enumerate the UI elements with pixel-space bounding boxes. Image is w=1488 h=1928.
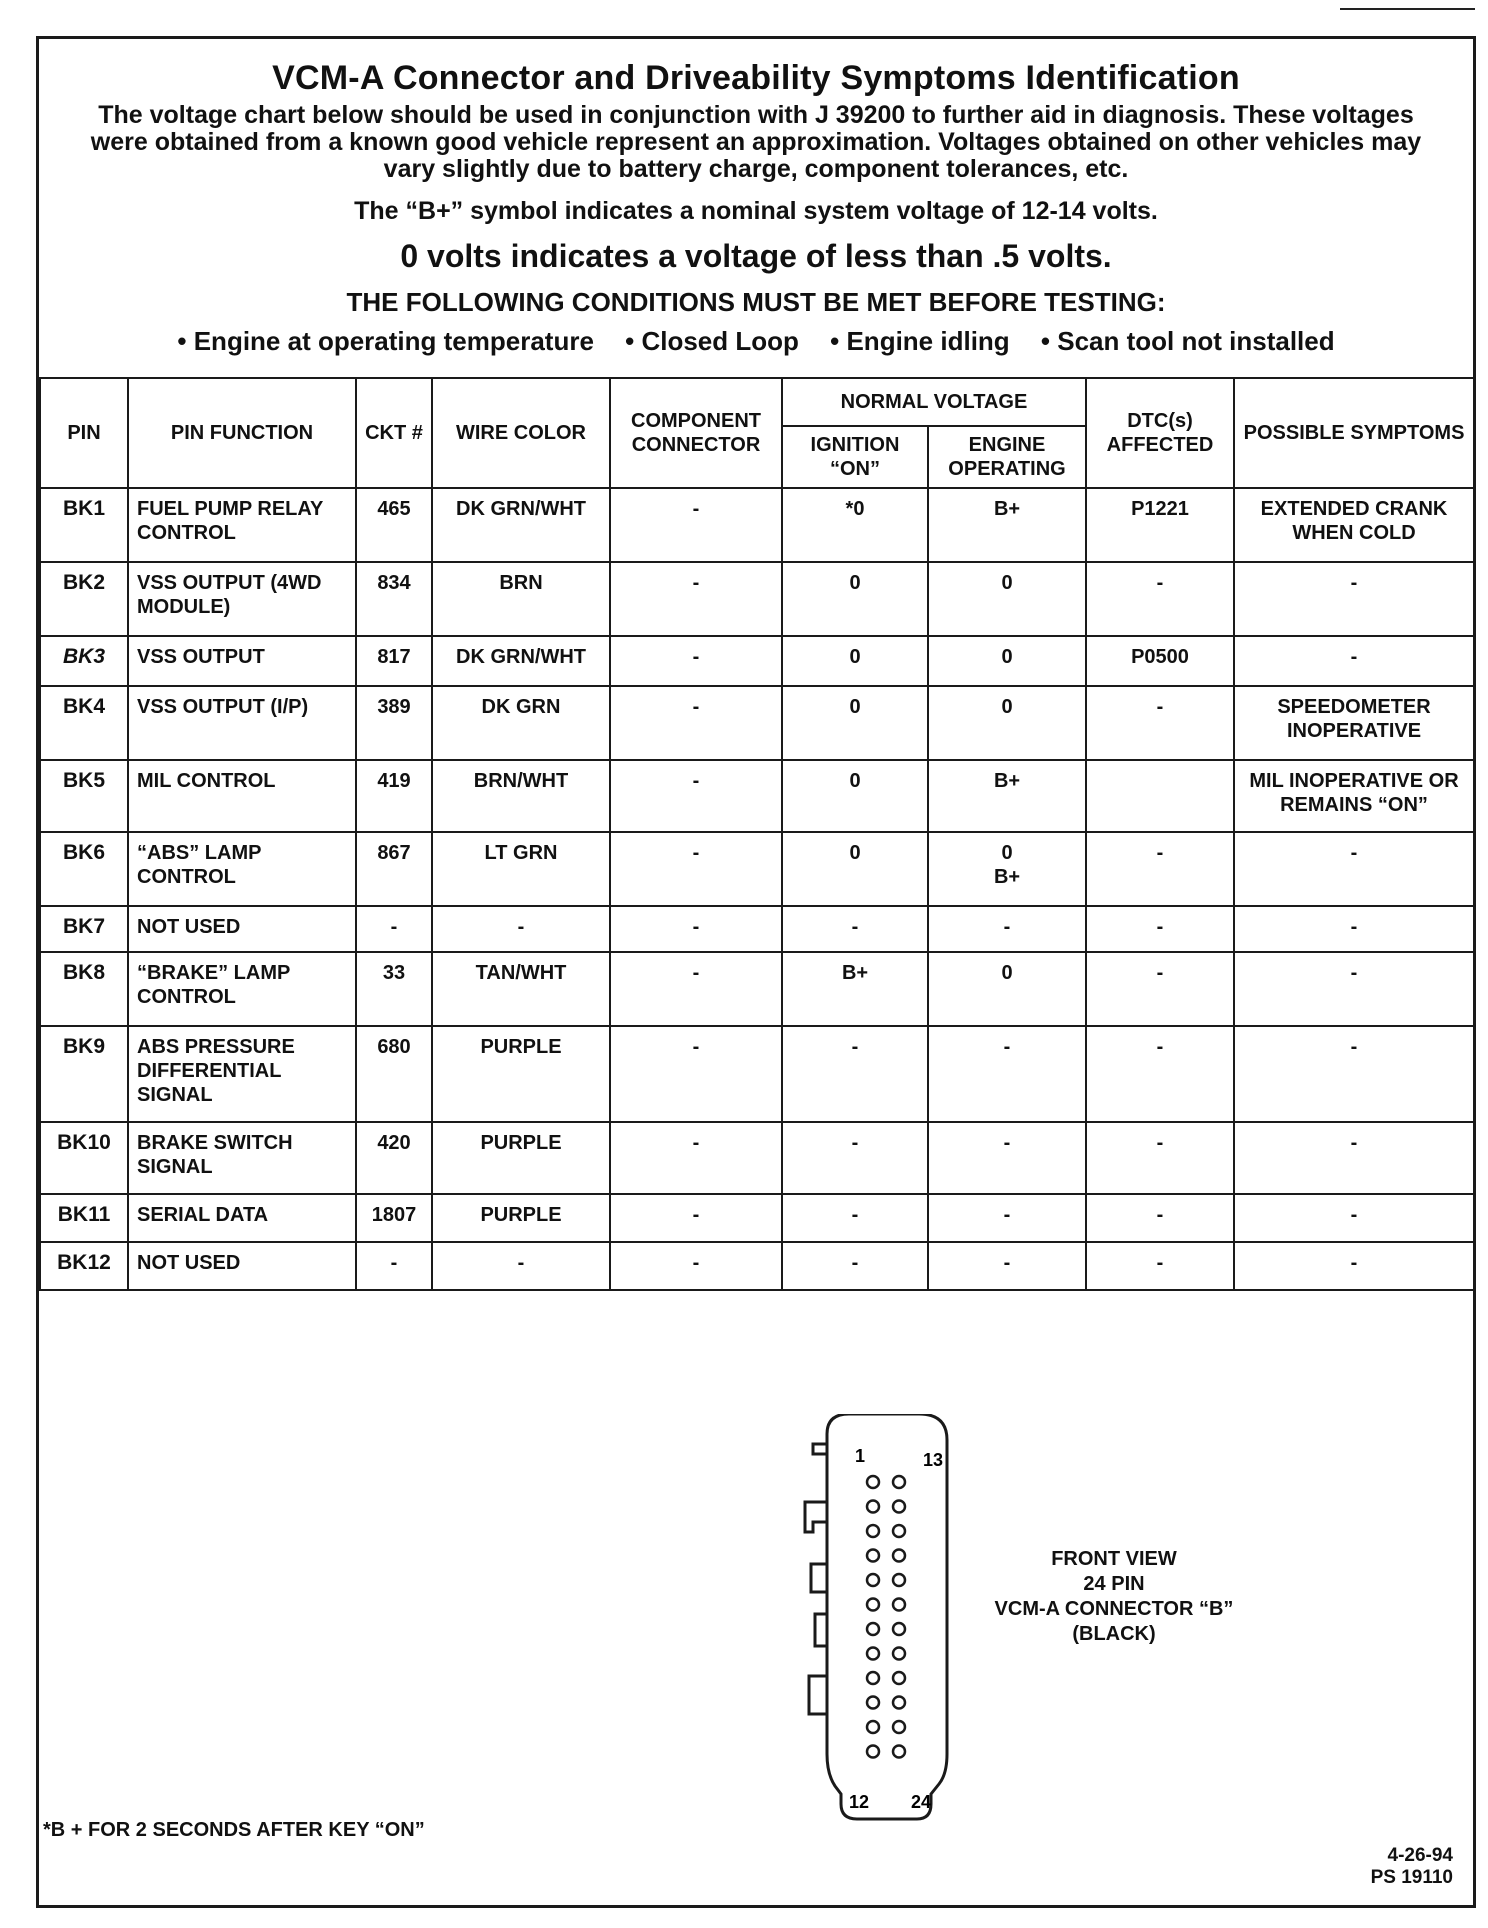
cell-ckt: 419 xyxy=(356,760,432,832)
table-row xyxy=(40,488,1474,562)
cell-symptoms: EXTENDED CRANK WHEN COLD xyxy=(1234,488,1474,562)
header-dtc: DTC(s) AFFECTED xyxy=(1086,378,1234,488)
cell-pin: BK3 xyxy=(40,636,128,686)
cell-function: MIL CONTROL xyxy=(128,760,356,832)
cell-function: “BRAKE” LAMP CONTROL xyxy=(128,952,356,1026)
pin-hole xyxy=(893,1525,905,1537)
cell-component: - xyxy=(610,1026,782,1122)
cell-engine: 0 xyxy=(928,636,1086,686)
pin-hole xyxy=(867,1648,879,1660)
cell-engine: - xyxy=(928,1122,1086,1194)
cell-ignition: - xyxy=(782,1242,928,1290)
header-normal-voltage: NORMAL VOLTAGE xyxy=(782,378,1086,426)
cell-symptoms: - xyxy=(1234,832,1474,906)
caption-line: FRONT VIEW xyxy=(1051,1548,1177,1570)
cell-pin: BK8 xyxy=(40,952,128,1026)
connector-caption xyxy=(969,1547,1259,1647)
cell-ignition: 0 xyxy=(782,832,928,906)
cell-dtc: - xyxy=(1086,686,1234,760)
cell-ignition: - xyxy=(782,1122,928,1194)
pin-hole xyxy=(867,1697,879,1709)
cell-function: BRAKE SWITCH SIGNAL xyxy=(128,1122,356,1194)
cell-engine: - xyxy=(928,1026,1086,1122)
header-ckt: CKT # xyxy=(356,378,432,488)
table-row xyxy=(40,760,1474,832)
cell-wire: - xyxy=(432,906,610,952)
cell-engine: 0 xyxy=(928,952,1086,1026)
condition-item: • Scan tool not installed xyxy=(1040,326,1335,356)
cell-ckt: 33 xyxy=(356,952,432,1026)
table-row xyxy=(40,952,1474,1026)
table-row xyxy=(40,906,1474,952)
document-stamp xyxy=(1371,1845,1453,1889)
cell-pin: BK9 xyxy=(40,1026,128,1122)
cell-engine: - xyxy=(928,1194,1086,1242)
header-component-connector: COMPONENT CONNECTOR xyxy=(610,378,782,488)
cell-wire: BRN xyxy=(432,562,610,636)
cell-ckt: 680 xyxy=(356,1026,432,1122)
cell-component: - xyxy=(610,1242,782,1290)
footnote: *B + FOR 2 SECONDS AFTER KEY “ON” xyxy=(43,1819,425,1841)
conditions-list xyxy=(39,326,1473,357)
connector-outline xyxy=(827,1414,947,1819)
page-title: VCM-A Connector and Driveability Symptoms Identification xyxy=(272,59,1240,97)
cell-pin: BK1 xyxy=(40,488,128,562)
cell-function: FUEL PUMP RELAY CONTROL xyxy=(128,488,356,562)
cell-function: VSS OUTPUT (I/P) xyxy=(128,686,356,760)
zero-volts-note: 0 volts indicates a voltage of less than .5 volts. xyxy=(400,238,1112,274)
cell-pin: BK7 xyxy=(40,906,128,952)
bplus-note: The “B+” symbol indicates a nominal system voltage of 12-14 volts. xyxy=(354,197,1158,225)
cell-function: “ABS” LAMP CONTROL xyxy=(128,832,356,906)
cell-wire: DK GRN/WHT xyxy=(432,636,610,686)
pin-hole xyxy=(867,1599,879,1611)
cell-component: - xyxy=(610,1194,782,1242)
cell-engine: 0 B+ xyxy=(928,832,1086,906)
table-row xyxy=(40,686,1474,760)
table-row xyxy=(40,1194,1474,1242)
pin-hole xyxy=(867,1476,879,1488)
cell-symptoms: - xyxy=(1234,906,1474,952)
pin-hole xyxy=(867,1721,879,1733)
header-engine-operating: ENGINE OPERATING xyxy=(928,426,1086,488)
cell-component: - xyxy=(610,488,782,562)
cell-symptoms: - xyxy=(1234,1242,1474,1290)
cell-ignition: - xyxy=(782,1194,928,1242)
pin-hole xyxy=(893,1501,905,1513)
table-row xyxy=(40,562,1474,636)
cell-component: - xyxy=(610,1122,782,1194)
stamp-date: 4-26-94 xyxy=(1387,1845,1453,1866)
cell-ckt: - xyxy=(356,906,432,952)
pin-label-24: 24 xyxy=(911,1792,932,1812)
header-pin: PIN xyxy=(40,378,128,488)
cell-dtc: - xyxy=(1086,1122,1234,1194)
cell-ckt: 1807 xyxy=(356,1194,432,1242)
pin-hole xyxy=(867,1623,879,1635)
cell-symptoms: - xyxy=(1234,562,1474,636)
cell-symptoms: - xyxy=(1234,636,1474,686)
cell-pin: BK6 xyxy=(40,832,128,906)
cell-component: - xyxy=(610,952,782,1026)
cell-ckt: 817 xyxy=(356,636,432,686)
pin-hole xyxy=(893,1599,905,1611)
pin-label-12: 12 xyxy=(849,1792,870,1812)
header xyxy=(39,39,1473,377)
cell-ckt: 867 xyxy=(356,832,432,906)
caption-line: (BLACK) xyxy=(1072,1623,1156,1645)
condition-item: • Closed Loop xyxy=(625,326,799,356)
cell-function: ABS PRESSURE DIFFERENTIAL SIGNAL xyxy=(128,1026,356,1122)
pin-hole xyxy=(893,1648,905,1660)
header-wire-color: WIRE COLOR xyxy=(432,378,610,488)
cell-engine: B+ xyxy=(928,488,1086,562)
cell-pin: BK11 xyxy=(40,1194,128,1242)
cell-symptoms: SPEEDOMETER INOPERATIVE xyxy=(1234,686,1474,760)
caption-line: VCM-A CONNECTOR “B” xyxy=(994,1598,1234,1620)
cell-wire: PURPLE xyxy=(432,1122,610,1194)
pin-hole xyxy=(893,1574,905,1586)
top-rule xyxy=(1340,8,1475,10)
pin-table-wrap xyxy=(39,377,1473,1291)
cell-engine: B+ xyxy=(928,760,1086,832)
table-row xyxy=(40,832,1474,906)
pin-hole xyxy=(893,1550,905,1562)
cell-symptoms: - xyxy=(1234,1122,1474,1194)
cell-engine: 0 xyxy=(928,686,1086,760)
cell-symptoms: - xyxy=(1234,1026,1474,1122)
pin-hole xyxy=(893,1746,905,1758)
cell-ignition: 0 xyxy=(782,562,928,636)
pin-hole xyxy=(893,1721,905,1733)
stamp-code: PS 19110 xyxy=(1370,1867,1453,1888)
pin-hole xyxy=(867,1672,879,1684)
cell-component: - xyxy=(610,686,782,760)
document-frame xyxy=(36,36,1476,1908)
cell-component: - xyxy=(610,906,782,952)
cell-wire: TAN/WHT xyxy=(432,952,610,1026)
header-ignition-on: IGNITION “ON” xyxy=(782,426,928,488)
cell-wire: DK GRN xyxy=(432,686,610,760)
cell-ckt: 465 xyxy=(356,488,432,562)
table-row xyxy=(40,1122,1474,1194)
pin-hole xyxy=(867,1525,879,1537)
header-function: PIN FUNCTION xyxy=(128,378,356,488)
cell-function: NOT USED xyxy=(128,906,356,952)
cell-function: NOT USED xyxy=(128,1242,356,1290)
cell-dtc: P0500 xyxy=(1086,636,1234,686)
cell-wire: PURPLE xyxy=(432,1026,610,1122)
table-row xyxy=(40,636,1474,686)
pin-hole xyxy=(867,1501,879,1513)
cell-engine: - xyxy=(928,906,1086,952)
header-symptoms: POSSIBLE SYMPTOMS xyxy=(1234,378,1474,488)
cell-function: SERIAL DATA xyxy=(128,1194,356,1242)
cell-ignition: 0 xyxy=(782,686,928,760)
table-row xyxy=(40,1242,1474,1290)
cell-component: - xyxy=(610,636,782,686)
pin-hole xyxy=(893,1623,905,1635)
pin-table xyxy=(39,377,1475,1291)
pin-hole xyxy=(893,1697,905,1709)
cell-ignition: - xyxy=(782,906,928,952)
cell-ckt: 389 xyxy=(356,686,432,760)
cell-ckt: 834 xyxy=(356,562,432,636)
cell-ignition: 0 xyxy=(782,636,928,686)
cell-function: VSS OUTPUT xyxy=(128,636,356,686)
cell-pin: BK12 xyxy=(40,1242,128,1290)
cell-dtc: - xyxy=(1086,906,1234,952)
cell-pin: BK10 xyxy=(40,1122,128,1194)
pin-hole xyxy=(893,1476,905,1488)
cell-ignition: 0 xyxy=(782,760,928,832)
cell-dtc: - xyxy=(1086,832,1234,906)
cell-dtc: P1221 xyxy=(1086,488,1234,562)
cell-component: - xyxy=(610,562,782,636)
condition-item: • Engine at operating temperature xyxy=(177,326,594,356)
cell-pin: BK4 xyxy=(40,686,128,760)
cell-ckt: - xyxy=(356,1242,432,1290)
cell-wire: LT GRN xyxy=(432,832,610,906)
cell-symptoms: MIL INOPERATIVE OR REMAINS “ON” xyxy=(1234,760,1474,832)
cell-ckt: 420 xyxy=(356,1122,432,1194)
pin-hole xyxy=(867,1746,879,1758)
cell-component: - xyxy=(610,760,782,832)
cell-component: - xyxy=(610,832,782,906)
cell-engine: - xyxy=(928,1242,1086,1290)
cell-wire: PURPLE xyxy=(432,1194,610,1242)
pin-hole xyxy=(867,1574,879,1586)
cell-dtc: - xyxy=(1086,1242,1234,1290)
cell-pin: BK2 xyxy=(40,562,128,636)
cell-pin: BK5 xyxy=(40,760,128,832)
cell-wire: - xyxy=(432,1242,610,1290)
cell-symptoms: - xyxy=(1234,1194,1474,1242)
cell-function: VSS OUTPUT (4WD MODULE) xyxy=(128,562,356,636)
pin-hole xyxy=(867,1550,879,1562)
table-row xyxy=(40,1026,1474,1122)
cell-wire: DK GRN/WHT xyxy=(432,488,610,562)
cell-wire: BRN/WHT xyxy=(432,760,610,832)
pin-label-1: 1 xyxy=(855,1446,866,1466)
pin-label-13: 13 xyxy=(923,1450,944,1470)
caption-line: 24 PIN xyxy=(1083,1573,1145,1595)
cell-dtc: - xyxy=(1086,1194,1234,1242)
pin-holes xyxy=(867,1476,905,1758)
cell-dtc: - xyxy=(1086,1026,1234,1122)
cell-ignition: - xyxy=(782,1026,928,1122)
cell-ignition: *0 xyxy=(782,488,928,562)
cell-dtc xyxy=(1086,760,1234,832)
cell-ignition: B+ xyxy=(782,952,928,1026)
connector-left-tabs xyxy=(805,1444,827,1714)
intro-text: The voltage chart below should be used in conjunction with J 39200 to further aid in diagnosis. These voltages were obtained from a known good vehicle represent an approximation. Voltages obtained on other vehicles may vary slightly due to battery charge, component tolerances, etc. xyxy=(90,101,1422,183)
pin-hole xyxy=(893,1672,905,1684)
cell-symptoms: - xyxy=(1234,952,1474,1026)
cell-dtc: - xyxy=(1086,952,1234,1026)
conditions-title: THE FOLLOWING CONDITIONS MUST BE MET BEFORE TESTING: xyxy=(346,287,1166,317)
condition-item: • Engine idling xyxy=(830,326,1010,356)
cell-dtc: - xyxy=(1086,562,1234,636)
cell-engine: 0 xyxy=(928,562,1086,636)
